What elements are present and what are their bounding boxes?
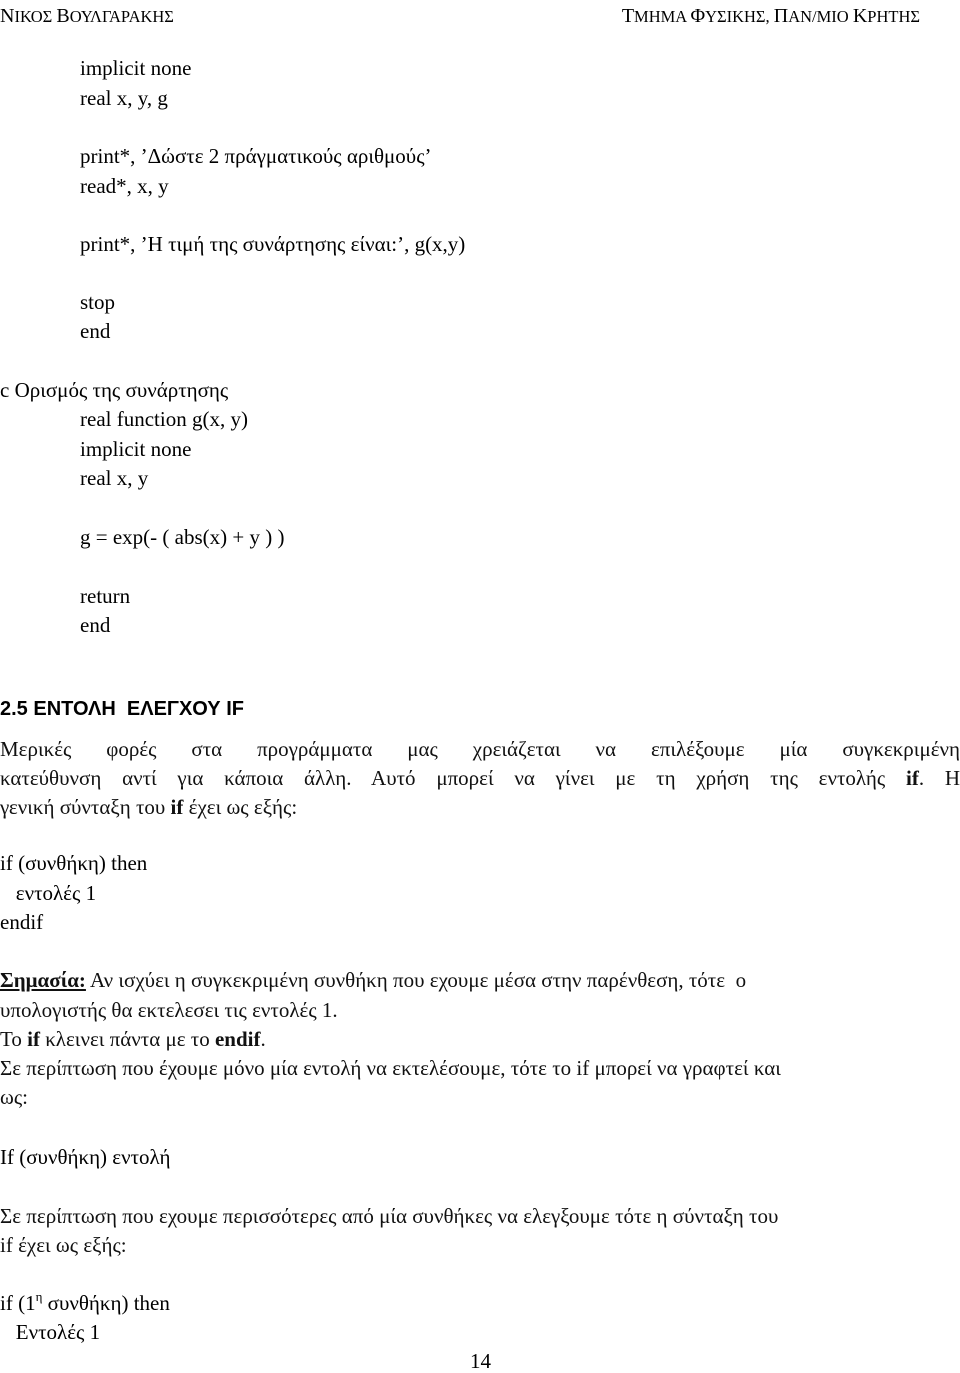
- paragraph-line: γενική σύνταξη του if έχει ως εξής:: [0, 795, 298, 819]
- code-line: real function g(x, y): [80, 407, 248, 431]
- note-line: υπολογιστής θα εκτελεσει τις εντολές 1.: [0, 998, 338, 1022]
- paragraph-line: Σε περίπτωση που εχουμε περισσότερες από μία συνθήκες να ελεγξουμε τότε η σύνταξη του: [0, 1204, 779, 1228]
- code-line: return: [80, 584, 131, 608]
- code-line: real x, y, g: [80, 86, 168, 110]
- code-comment: c Ορισμός της συνάρτησης: [0, 378, 229, 402]
- syntax-line: endif: [0, 910, 44, 934]
- code-line: print*, ’Δώστε 2 πράγματικούς αριθμούς’: [80, 144, 432, 168]
- syntax-line: εντολές 1: [0, 881, 97, 905]
- syntax-line: Εντολές 1: [0, 1320, 101, 1344]
- code-line: implicit none: [80, 56, 192, 80]
- note-line: Σε περίπτωση που έχουμε μόνο μία εντολή να εκτελέσουμε, τότε το if μπορεί να γραφτεί και: [0, 1056, 781, 1080]
- note-line: Σημασία: Αν ισχύει η συγκεκριμένη συνθήκη που εχουμε μέσα στην παρένθεση, τότε ο: [0, 968, 747, 992]
- note-label: Σημασία:: [0, 968, 86, 992]
- syntax-line: If (συνθήκη) εντολή: [0, 1145, 171, 1169]
- note-line: Το if κλεινει πάντα με το endif.: [0, 1027, 266, 1051]
- code-line: g = exp(- ( abs(x) + y ) ): [80, 525, 285, 549]
- header-author: ΝΙΚΟΣ ΒΟΥΛΓΑΡΑΚΗΣ: [0, 5, 174, 27]
- syntax-line: if (συνθήκη) then: [0, 851, 148, 875]
- page-number: 14: [470, 1349, 491, 1373]
- syntax-line: if ($1^\eta$ συνθήκη) then: [0, 1289, 170, 1315]
- code-line: end: [80, 319, 111, 343]
- code-line: read*, x, y: [80, 174, 169, 198]
- paragraph-line: Μερικές φορές στα προγράμματα μας χρειάζεται να επιλέξουμε μία συγκεκριμένη: [0, 737, 960, 761]
- code-line: stop: [80, 290, 116, 314]
- code-line: real x, y: [80, 466, 149, 490]
- paragraph-line: if έχει ως εξής:: [0, 1233, 127, 1257]
- paragraph-line: κατεύθυνση αντί για κάποια άλλη. Αυτό μπορεί να γίνει με τη χρήση της εντολής if. Η: [0, 766, 960, 790]
- code-line: print*, ’Η τιμή της συνάρτησης είναι:’, g(x,y): [80, 232, 466, 256]
- code-line: end: [80, 613, 111, 637]
- code-line: implicit none: [80, 437, 192, 461]
- header-department: ΤΜΗΜΑ ΦΥΣΙΚΗΣ, ΠΑΝ/ΜΙΟ ΚΡΗΤΗΣ: [621, 5, 920, 27]
- note-line: ως:: [0, 1085, 28, 1109]
- section-heading: 2.5 ΕΝΤΟΛΗ ΕΛΕΓΧΟΥ IF: [0, 698, 244, 720]
